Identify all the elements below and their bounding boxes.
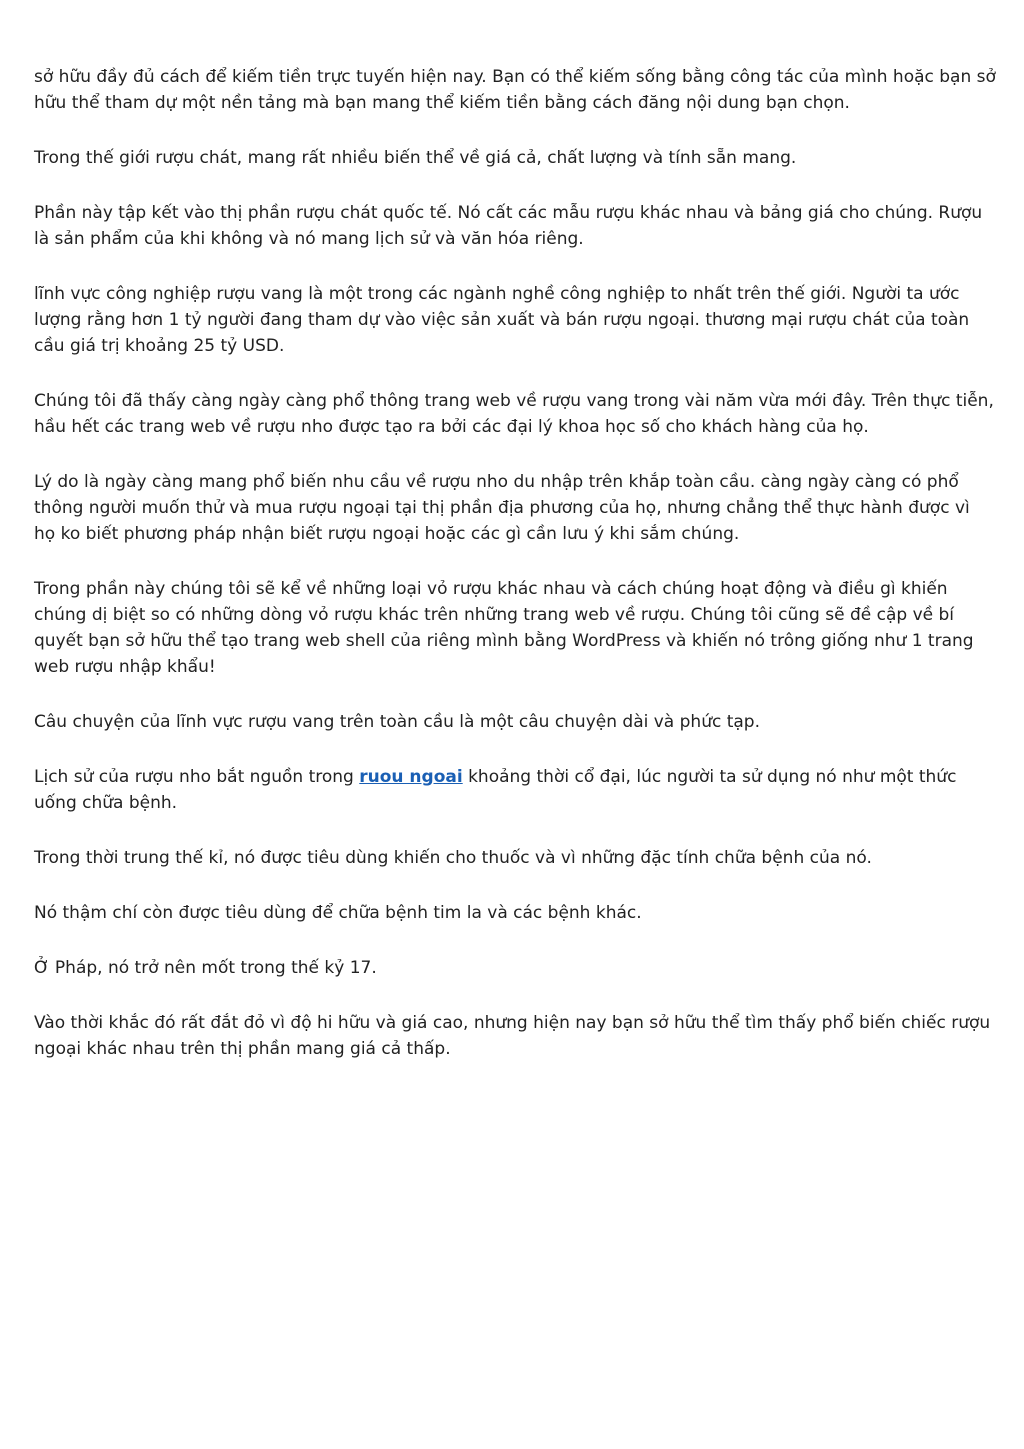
paragraph-4: lĩnh vực công nghiệp rượu vang là một trong các ngành nghề công nghiệp to nhất trên thế giới. Người ta ước lượng rằng hơn 1 tỷ người đang tham dự vào việc sản xuất và bán rượu ngoại. thương mại rượu chát của toàn cầu giá trị khoảng 25 tỷ USD. [34,284,970,356]
paragraph-3: Phần này tập kết vào thị phần rượu chát quốc tế. Nó cất các mẫu rượu khác nhau và bảng giá cho chúng. Rượu là sản phẩm của khi không và nó mang lịch sử và văn hóa riêng. [34,203,983,249]
link-paragraph-before: Lịch sử của rượu nho bắt nguồn trong [34,767,360,787]
paragraph-5: Chúng tôi đã thấy càng ngày càng phổ thông trang web về rượu vang trong vài năm vừa mới đây. Trên thực tiễn, hầu hết các trang web về rượu nho được tạo ra bởi các đại lý khoa học số cho khách hàng của họ. [34,391,994,437]
article-body [34,64,996,1091]
paragraph-11: Nó thậm chí còn được tiêu dùng để chữa bệnh tim la và các bệnh khác. [34,903,642,923]
paragraph-13: Vào thời khắc đó rất đắt đỏ vì độ hi hữu và giá cao, nhưng hiện nay bạn sở hữu thể tìm thấy phổ biến chiếc rượu ngoại khác nhau trên thị phần mang giá cả thấp. [34,1013,991,1059]
paragraph-2: Trong thế giới rượu chát, mang rất nhiều biến thể về giá cả, chất lượng và tính sẵn mang. [34,148,797,168]
link-paragraph-after: khoảng thời cổ đại, lúc người ta sử dụng nó như một thức uống chữa bệnh. [34,767,957,813]
paragraph-9-with-link [34,764,996,816]
paragraph-6: Lý do là ngày càng mang phổ biến nhu cầu về rượu nho du nhập trên khắp toàn cầu. càng ngày càng có phổ thông người muốn thử và mua rượu ngoại tại thị phần địa phương của họ, nhưng chẳng thể thực hành được vì họ ko biết phương pháp nhận biết rượu ngoại hoặc các gì cần lưu ý khi sắm chúng. [34,472,970,544]
paragraph-8: Câu chuyện của lĩnh vực rượu vang trên toàn cầu là một câu chuyện dài và phức tạp. [34,712,760,732]
paragraph-10: Trong thời trung thế kỉ, nó được tiêu dùng khiến cho thuốc và vì những đặc tính chữa bệnh của nó. [34,848,872,868]
paragraph-12: Ở Pháp, nó trở nên mốt trong thế kỷ 17. [34,958,377,978]
paragraph-1: sở hữu đầy đủ cách để kiếm tiền trực tuyến hiện nay. Bạn có thể kiếm sống bằng công tác của mình hoặc bạn sở hữu thể tham dự một nền tảng mà bạn mang thể kiếm tiền bằng cách đăng nội dung bạn chọn. [34,67,996,113]
ruou-ngoai-link[interactable]: ruou ngoai [359,767,463,787]
paragraph-7: Trong phần này chúng tôi sẽ kể về những loại vỏ rượu khác nhau và cách chúng hoạt động và điều gì khiến chúng dị biệt so có những dòng vỏ rượu khác trên những trang web về rượu. Chúng tôi cũng sẽ đề cập về bí quyết bạn sở hữu thể tạo trang web shell của riêng mình bằng WordPress và khiến nó trông giống như 1 trang web rượu nhập khẩu! [34,579,974,677]
